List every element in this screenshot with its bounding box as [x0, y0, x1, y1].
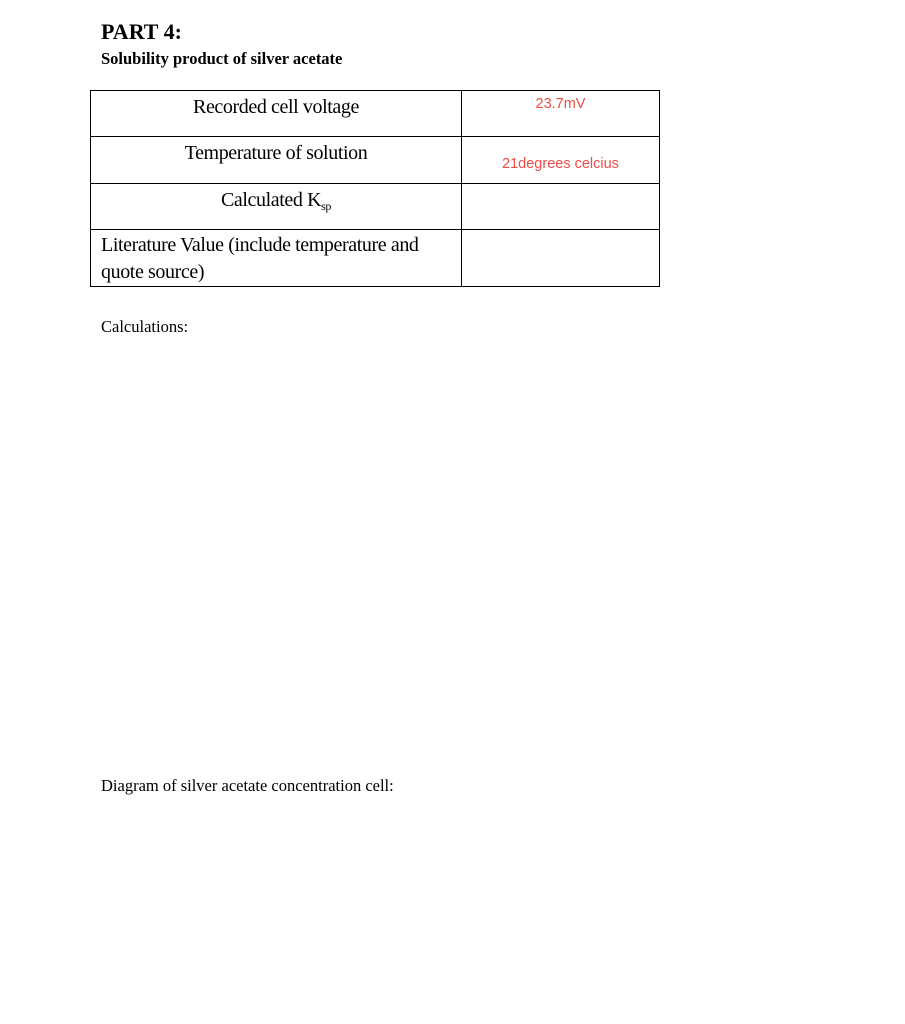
- part-title: PART 4:: [101, 19, 182, 44]
- recorded-voltage-value: 23.7mV: [535, 96, 586, 112]
- recorded-voltage-label: Recorded cell voltage: [193, 96, 359, 118]
- diagram-label: Diagram of silver acetate concentration cell:: [101, 776, 394, 795]
- table-label-cell: [91, 137, 462, 184]
- table-row: [91, 184, 660, 230]
- table-label-cell: [91, 230, 462, 287]
- table-label-cell: [91, 184, 462, 230]
- table-value-cell: [462, 184, 660, 230]
- literature-value-label: Literature Value (include temperature and quote source): [101, 234, 419, 283]
- table-row: [91, 230, 660, 287]
- table-value-cell: [462, 91, 660, 137]
- temperature-label: Temperature of solution: [184, 142, 368, 164]
- calculated-ksp-label: [91, 184, 461, 213]
- table-value-cell: [462, 137, 660, 184]
- part-subtitle: Solubility product of silver acetate: [101, 49, 343, 68]
- ksp-symbol: Calculated K: [220, 189, 322, 211]
- table-row: [91, 91, 660, 137]
- calculations-label: Calculations:: [101, 317, 189, 336]
- results-table: [90, 90, 660, 287]
- ksp-subscript: sp: [321, 199, 332, 213]
- table-row: [91, 137, 660, 184]
- table-value-cell: [462, 230, 660, 287]
- temperature-value: 21degrees celcius: [502, 156, 619, 172]
- table-label-cell: [91, 91, 462, 137]
